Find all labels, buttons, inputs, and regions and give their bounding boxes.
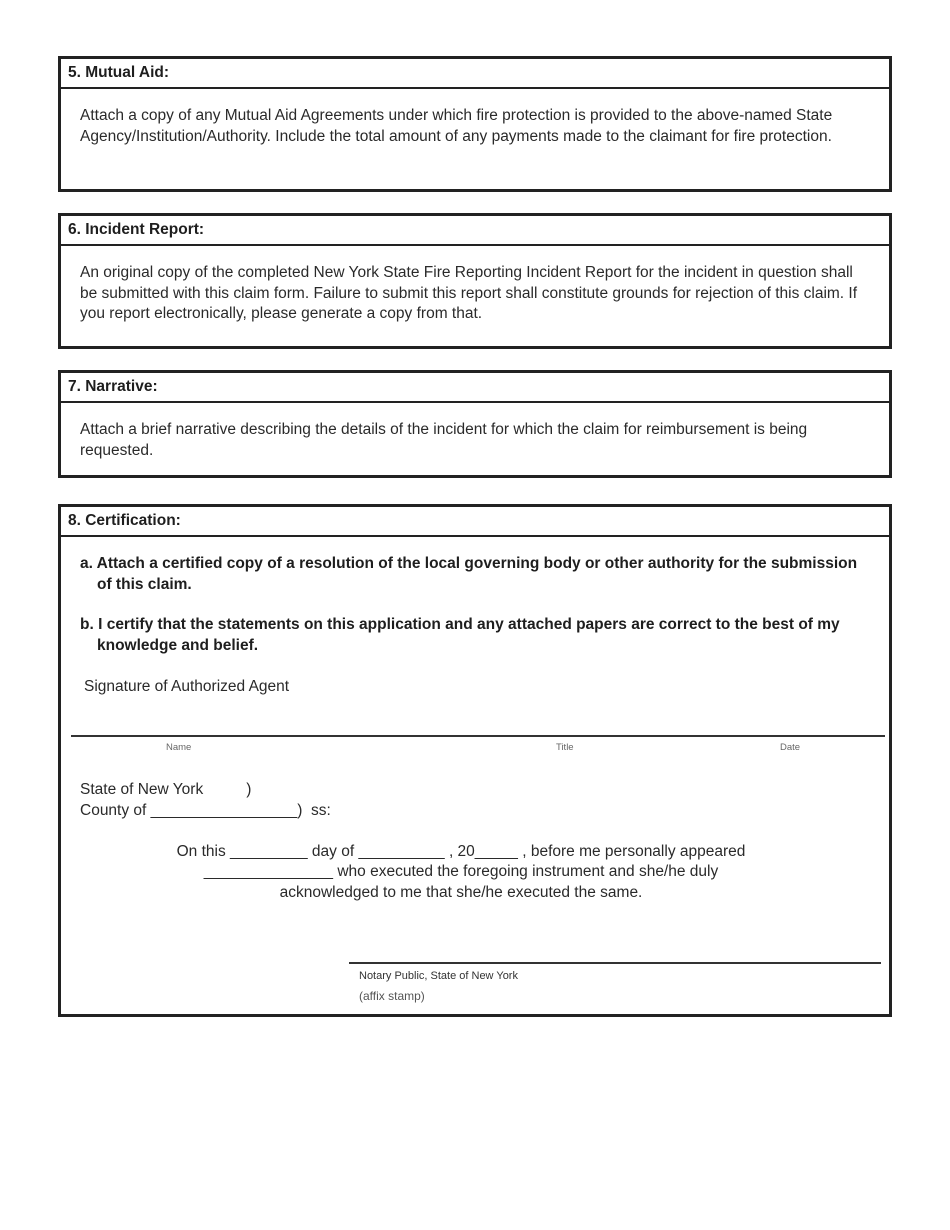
section-heading: 5. Mutual Aid: <box>61 59 889 89</box>
section-heading: 6. Incident Report: <box>61 216 889 246</box>
acknowledgment-line-2[interactable]: _______________ who executed the foregoing instrument and she/he duly <box>203 863 719 880</box>
venue-state: State of New York ) <box>80 781 252 798</box>
stamp-label: (affix stamp) <box>359 989 425 1003</box>
section-heading: 7. Narrative: <box>61 373 889 403</box>
section-narrative <box>58 370 892 478</box>
certification-item-a: a. Attach a certified copy of a resolution of the local governing body or other authority for the submission of this claim. <box>80 555 858 593</box>
section-heading: 8. Certification: <box>61 507 889 537</box>
section-body: An original copy of the completed New York State Fire Reporting Incident Report for the incident in question shall be submitted with this claim form. Failure to submit this report shall constitute grounds for rejection of this claim. If you report electronically, please generate a copy from that. <box>80 264 858 323</box>
section-mutual-aid <box>58 56 892 192</box>
section-body: Attach a copy of any Mutual Aid Agreements under which fire protection is provided to the above-named State Agency/Institution/Authority. Include the total amount of any payments made to the claimant for fire protection. <box>80 107 833 145</box>
section-incident-report <box>58 213 892 349</box>
notary-signature-line[interactable] <box>349 962 881 964</box>
section-certification <box>58 504 892 1017</box>
certification-item-b: b. I certify that the statements on this application and any attached papers are correct to the best of my knowledge and belief. <box>80 616 840 654</box>
signature-line[interactable] <box>71 735 885 737</box>
signature-date-label: Date <box>780 742 801 753</box>
acknowledgment-line-1[interactable]: On this _________ day of __________ , 20_____ , before me personally appeared <box>176 843 746 860</box>
signature-name-label: Name <box>166 742 192 753</box>
venue-county[interactable]: County of _________________) ss: <box>80 802 331 819</box>
acknowledgment-line-3: acknowledged to me that she/he executed the same. <box>279 884 643 901</box>
notary-label: Notary Public, State of New York <box>359 970 518 982</box>
signature-title-label: Title <box>556 742 574 753</box>
section-body: Attach a brief narrative describing the details of the incident for which the claim for reimbursement is being requested. <box>80 421 808 459</box>
signature-label: Signature of Authorized Agent <box>84 678 290 695</box>
